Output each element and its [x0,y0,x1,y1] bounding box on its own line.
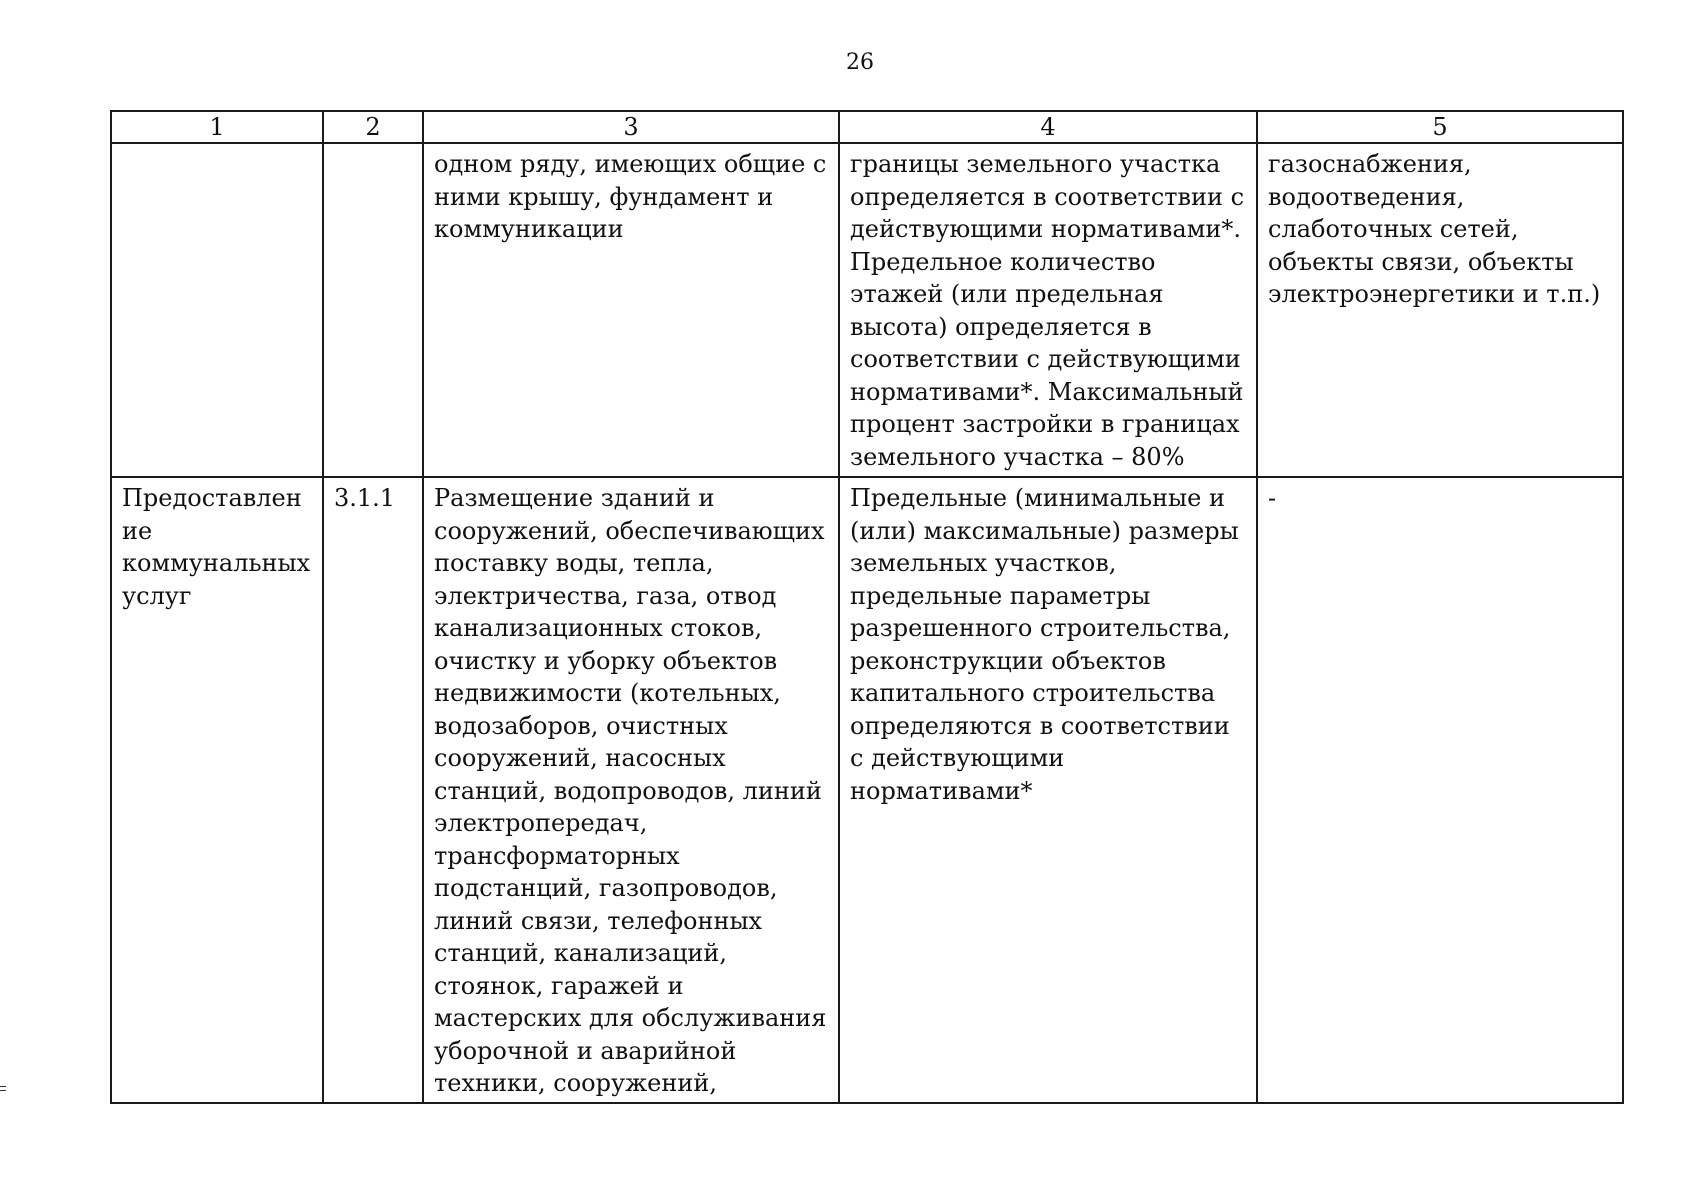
page-number: 26 [846,50,874,75]
cell-use-name: Предоставление коммунальных услуг [111,477,323,1103]
land-use-table [110,110,1624,1104]
column-number-3: 3 [423,111,839,143]
cell-use-code: 3.1.1 [323,477,423,1103]
column-number-5: 5 [1257,111,1623,143]
table-header-row [111,111,1623,143]
table-row [111,477,1623,1103]
column-number-4: 4 [839,111,1257,143]
cell-use-description: Размещение зданий и сооружений, обеспечивающих поставку воды, тепла, электричества, газа, отвод канализационных стоков, очистку и уборку объектов недвижимости (котельных, водозаборов, очистных сооружений, насосных станций, водопроводов, линий электропередач, трансформаторных подстанций, газопроводов, линий связи, телефонных станций, канализаций, стоянок, гаражей и мастерских для обслуживания уборочной и аварийной техники, сооружений, [423,477,839,1103]
cell-use-description: одном ряду, имеющих общие с ними крышу, фундамент и коммуникации [423,143,839,477]
cell-auxiliary-uses: газоснабжения, водоотведения, слаботочных сетей, объекты связи, объекты электроэнергетики и т.п.) [1257,143,1623,477]
cell-limit-parameters: границы земельного участка определяется в соответствии с действующими нормативами*. Предельное количество этажей (или предельная высота) определяется в соответствии с действующими нормативами*. Максимальный процент застройки в границах земельного участка – 80% [839,143,1257,477]
cell-use-code [323,143,423,477]
cell-use-name [111,143,323,477]
cell-limit-parameters: Предельные (минимальные и (или) максимальные) размеры земельных участков, предельные параметры разрешенного строительства, реконструкции объектов капитального строительства определяются в соответствии с действующими нормативами* [839,477,1257,1103]
column-number-1: 1 [111,111,323,143]
cell-auxiliary-uses: - [1257,477,1623,1103]
scan-edge-mark [0,1086,6,1091]
table-row [111,143,1623,477]
column-number-2: 2 [323,111,423,143]
